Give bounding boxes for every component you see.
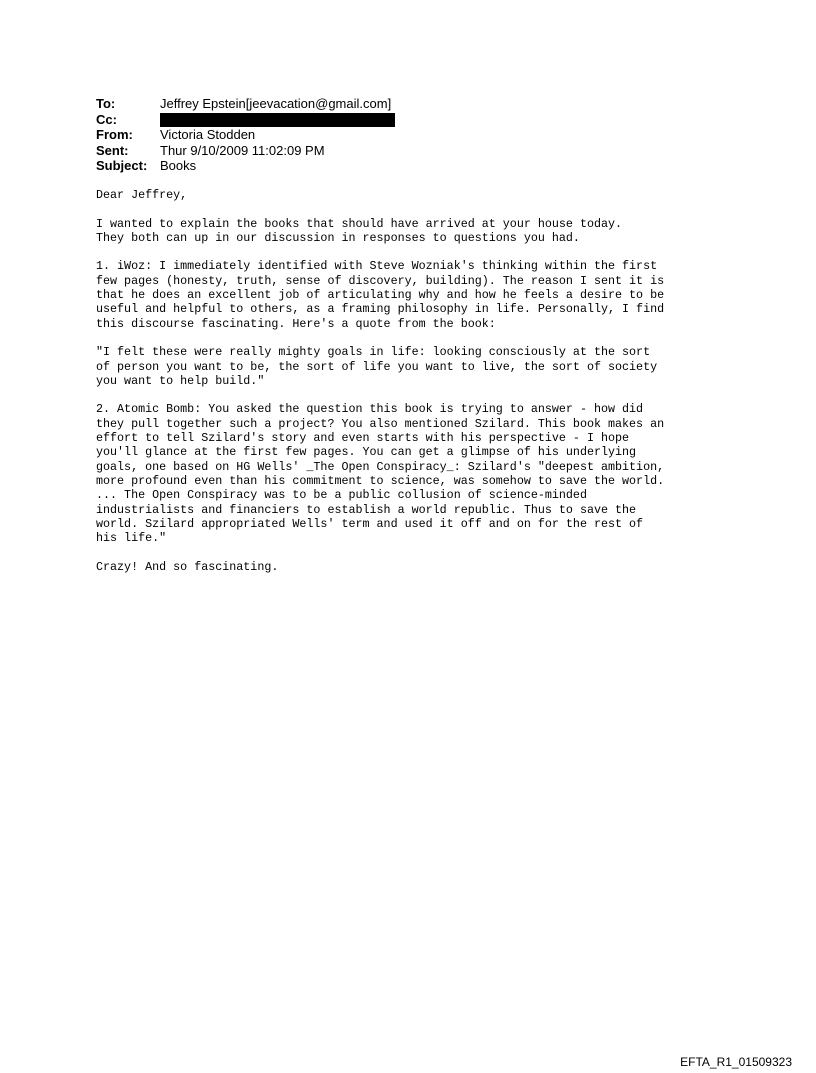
from-label: From: bbox=[96, 127, 133, 142]
sent-value: Thur 9/10/2009 11:02:09 PM bbox=[160, 142, 325, 158]
subject-value: Books bbox=[160, 158, 197, 173]
body-quote-wozniak: "I felt these were really mighty goals in life: looking consciously at the sort of person you want to be, the sort of life you want to live, the sort of society you want to help build." bbox=[96, 345, 658, 388]
subject-row bbox=[96, 158, 736, 174]
body-paragraph-atomic-bomb: 2. Atomic Bomb: You asked the question this book is trying to answer - how did they pull together such a project? You also mentioned Szilard. This book makes an effort to tell Szilard's story and even starts with his perspective - I hope you'll glance at the first few pages. You can get a glimpse of his underlying goals, one based on HG Wells' _The Open Conspiracy_: Szilard's "deepest ambition, more profound even than his commitment to science, was somehow to save the world. ... The Open Conspiracy was to be a public collusion of science-minded industrialists and financiers to establish a world republic. Thus to save the world. Szilard appropriated Wells' term and used it off and on for the rest of his life." bbox=[96, 402, 665, 546]
to-label: To: bbox=[96, 96, 116, 111]
redaction-bar bbox=[160, 113, 395, 127]
body-paragraph-iwoz: 1. iWoz: I immediately identified with Steve Wozniak's thinking within the first few pages (honesty, truth, sense of discovery, building). The reason I sent it is that he does an excellent job of articulating why and how he feels a desire to be useful and helpful to others, as a framing philosophy in life. Personally, I find this discourse fascinating. Here's a quote from the book: bbox=[96, 259, 665, 331]
to-row bbox=[96, 96, 736, 112]
to-value: Jeffrey Epstein[jeevacation@gmail.com] bbox=[160, 96, 392, 111]
salutation: Dear Jeffrey, bbox=[96, 188, 188, 202]
from-row bbox=[96, 127, 736, 143]
cc-label: Cc: bbox=[96, 111, 117, 127]
subject-label: Subject: bbox=[96, 158, 148, 173]
from-value: Victoria Stodden bbox=[160, 127, 256, 142]
email-header bbox=[96, 96, 736, 174]
closing-line: Crazy! And so fascinating. bbox=[96, 559, 279, 574]
email-body bbox=[96, 188, 736, 588]
body-paragraph-intro: I wanted to explain the books that should have arrived at your house today. They both can up in our discussion in responses to questions you had. bbox=[96, 216, 623, 245]
cc-row bbox=[96, 112, 736, 128]
document-id: EFTA_R1_01509323 bbox=[680, 1055, 792, 1069]
cc-value bbox=[160, 112, 395, 128]
sent-row bbox=[96, 143, 736, 159]
sent-label: Sent: bbox=[96, 142, 129, 158]
